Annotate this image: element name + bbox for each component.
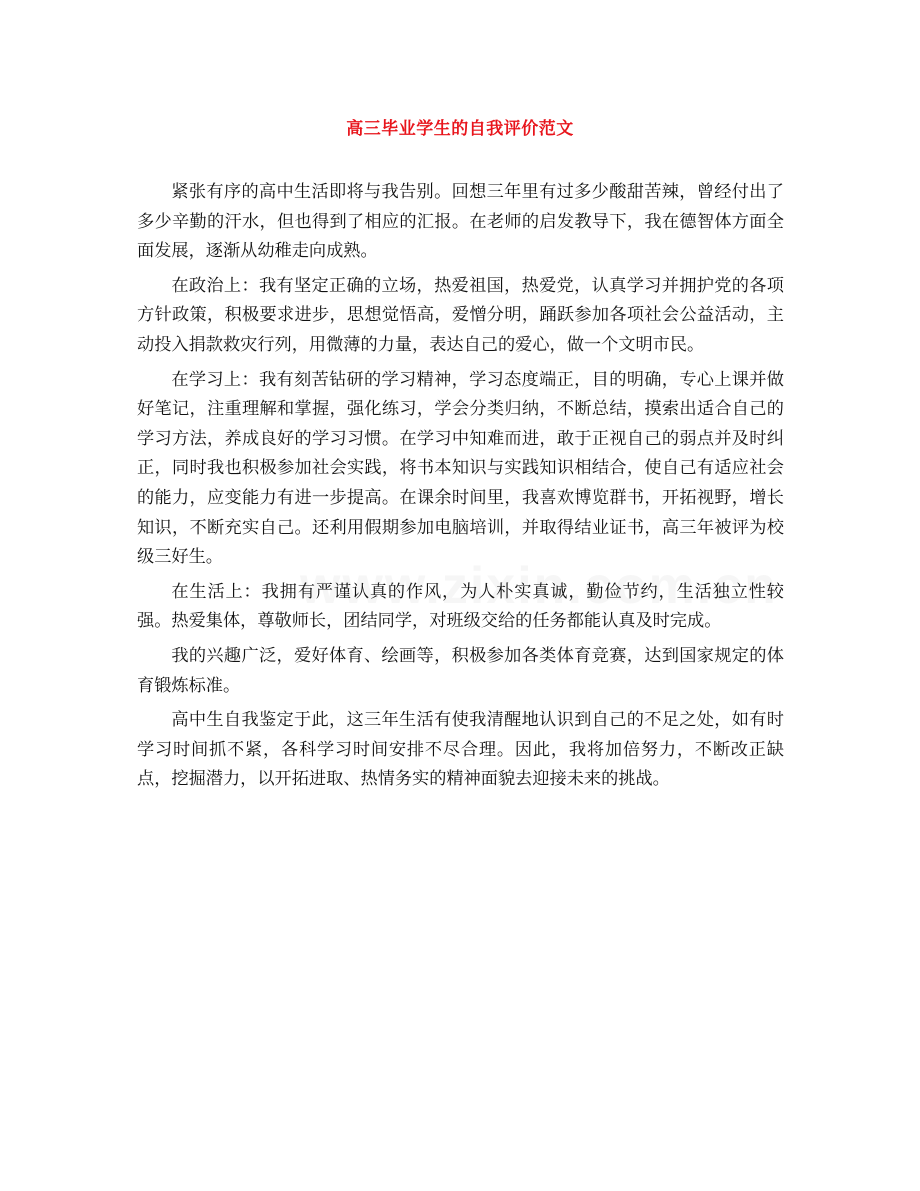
paragraph-conclusion: 高中生自我鉴定于此，这三年生活有使我清醒地认识到自己的不足之处，如有时学习时间抓不紧，各科学习时间安排不尽合理。因此，我将加倍努力，不断改正缺点，挖掘潜力，以开拓进取、热情务实的精神面貌去迎接未来的挑战。 [137,710,784,790]
document-body [137,178,784,800]
paragraph-life: 在生活上：我拥有严谨认真的作风，为人朴实真诚，勤俭节约，生活独立性较强。热爱集体，尊敬师长，团结同学，对班级交给的任务都能认真及时完成。 [137,581,784,632]
paragraph-interests: 我的兴趣广泛，爱好体育、绘画等，积极参加各类体育竞赛，达到国家规定的体育锻炼标准。 [137,645,784,696]
paragraph-study: 在学习上：我有刻苦钻研的学习精神，学习态度端正，目的明确，专心上课并做好笔记，注重理解和掌握，强化练习，学会分类归纳，不断总结，摸索出适合自己的学习方法，养成良好的学习习惯。在学习中知难而进，敢于正视自己的弱点并及时纠正，同时我也积极参加社会实践，将书本知识与实践知识相结合，使自己有适应社会的能力，应变能力有进一步提高。在课余时间里，我喜欢博览群书，开拓视野，增长知识，不断充实自己。还利用假期参加电脑培训，并取得结业证书，高三年被评为校级三好生。 [137,369,784,568]
paragraph-politics: 在政治上：我有坚定正确的立场，热爱祖国，热爱党，认真学习并拥护党的各项方针政策，积极要求进步，思想觉悟高，爱憎分明，踊跃参加各项社会公益活动，主动投入捐款救灾行列，用微薄的力量，表达自己的爱心，做一个文明市民。 [137,275,784,355]
paragraph-intro: 紧张有序的高中生活即将与我告别。回想三年里有过多少酸甜苦辣，曾经付出了多少辛勤的汗水，但也得到了相应的汇报。在老师的启发教导下，我在德智体方面全面发展，逐渐从幼稚走向成熟。 [137,182,784,262]
document-title: 高三毕业学生的自我评价范文 [346,119,574,139]
